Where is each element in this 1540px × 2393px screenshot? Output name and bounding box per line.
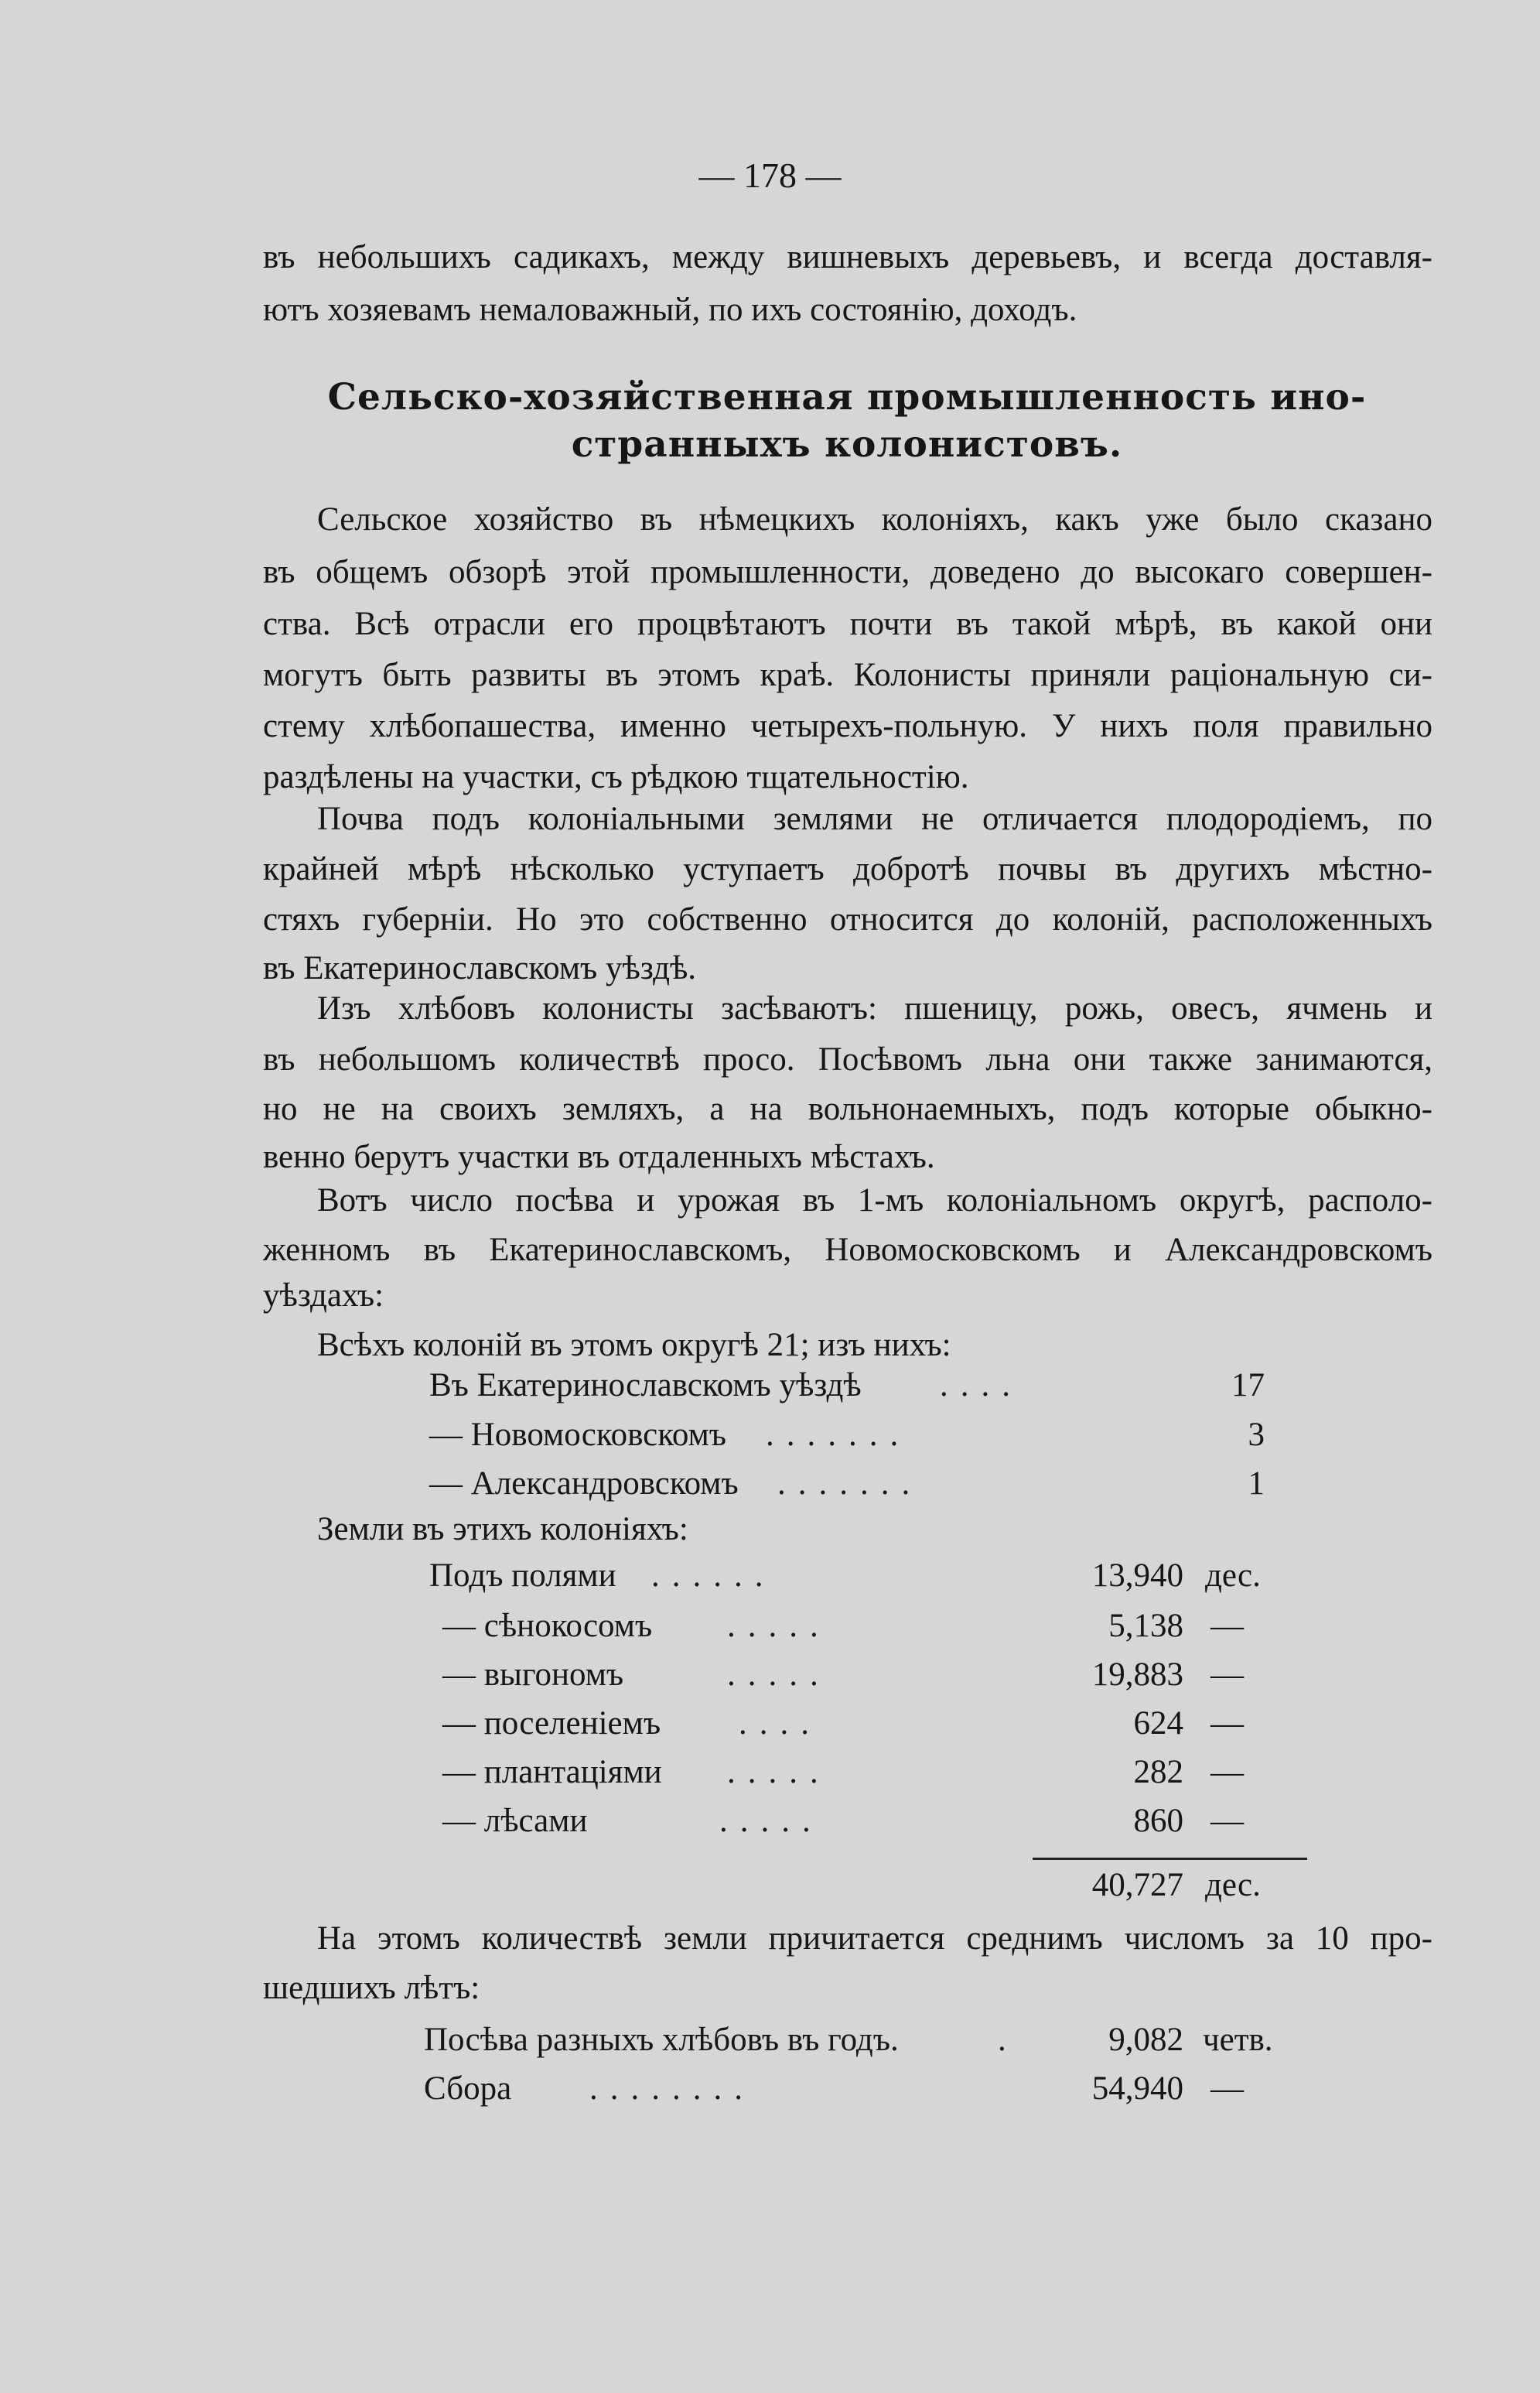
colony-row-label: — Александровскомъ (429, 1465, 739, 1502)
land-row-label: — поселеніемъ (442, 1705, 661, 1742)
land-unit: дес. (1205, 1557, 1261, 1594)
paragraph-line: стяхъ губерніи. Но это собственно относится до колоній, расположенныхъ (263, 901, 1432, 938)
paragraph-line: въ общемъ обзорѣ этой промышленности, доведено до высокаго совершен- (263, 554, 1432, 590)
paragraph-line: венно берутъ участки въ отдаленныхъ мѣстахъ. (263, 1139, 935, 1175)
land-row-label: — выгономъ (442, 1656, 624, 1693)
harvest-unit: четв. (1203, 2022, 1273, 2058)
paragraph-line: ства. Всѣ отрасли его процвѣтаютъ почти въ такой мѣрѣ, въ какой они (263, 606, 1432, 642)
harvest-row-label: Посѣва разныхъ хлѣбовъ въ годъ. (424, 2022, 899, 2058)
leader-dots: ...... (651, 1557, 776, 1594)
land-unit: — (1210, 1705, 1244, 1742)
paragraph-line: Сельское хозяйство въ нѣмецкихъ колоніяхъ, какъ уже было сказано (317, 501, 1432, 538)
leader-dots: ....... (777, 1465, 923, 1502)
leader-dots: ..... (727, 1754, 831, 1790)
leader-dots: ..... (727, 1608, 831, 1644)
colonies-intro: Всѣхъ колоній въ этомъ округѣ 21; изъ нихъ: (317, 1327, 951, 1363)
leader-dots: ..... (719, 1803, 823, 1839)
paragraph-line: но не на своихъ земляхъ, а на вольнонаемныхъ, подъ которые обыкно- (263, 1091, 1432, 1127)
leader-dots: .... (739, 1705, 821, 1742)
colony-count: 17 (1231, 1367, 1265, 1403)
land-row-label: — сѣнокосомъ (442, 1608, 653, 1644)
paragraph-line: уѣздахъ: (263, 1277, 384, 1314)
land-unit: — (1210, 1608, 1244, 1644)
leader-dots: .... (940, 1367, 1023, 1403)
land-value: 13,940 (1091, 1557, 1183, 1594)
colony-row-label: Въ Екатеринославскомъ уѣздѣ (429, 1367, 862, 1403)
land-value: 624 (1133, 1705, 1183, 1742)
paragraph-line: шедшихъ лѣтъ: (263, 1970, 480, 2006)
land-total-unit: дес. (1205, 1867, 1261, 1903)
paragraph-line: раздѣлены на участки, съ рѣдкою тщательностію. (263, 759, 969, 795)
leader-dots: . (998, 2022, 1019, 2058)
land-row-label: — плантаціями (442, 1754, 662, 1790)
paragraph-line: въ Екатеринославскомъ уѣздѣ. (263, 950, 697, 986)
land-total-value: 40,727 (1091, 1867, 1183, 1903)
lands-intro: Земли въ этихъ колоніяхъ: (317, 1511, 688, 1547)
section-heading: странныхъ колонистовъ. (571, 423, 1123, 466)
land-row-label: — лѣсами (442, 1803, 588, 1839)
land-value: 860 (1133, 1803, 1183, 1839)
land-value: 5,138 (1108, 1608, 1183, 1644)
paragraph-line: женномъ въ Екатеринославскомъ, Новомосковскомъ и Александровскомъ (263, 1232, 1432, 1268)
paragraph-line: стему хлѣбопашества, именно четырехъ-польную. У нихъ поля правильно (263, 708, 1432, 744)
page-number: — 178 — (698, 156, 842, 195)
colony-count: 1 (1248, 1465, 1265, 1502)
paragraph-line: Вотъ число посѣва и урожая въ 1-мъ колоніальномъ округѣ, располо- (317, 1182, 1432, 1219)
land-value: 282 (1133, 1754, 1183, 1790)
land-unit: — (1210, 1656, 1244, 1693)
leader-dots: ........ (589, 2070, 755, 2107)
paragraph-line: Почва подъ колоніальными землями не отличается плодородіемъ, по (317, 801, 1432, 837)
paragraph-line: крайней мѣрѣ нѣсколько уступаетъ добротѣ почвы въ другихъ мѣстно- (263, 851, 1432, 887)
paragraph-line: могутъ быть развиты въ этомъ краѣ. Колонисты приняли раціональную си- (263, 657, 1432, 693)
text-line: въ небольшихъ садикахъ, между вишневыхъ деревьевъ, и всегда доставля- (263, 239, 1432, 275)
land-unit: — (1210, 1803, 1244, 1839)
paragraph-line: въ небольшомъ количествѣ просо. Посѣвомъ льна они также занимаются, (263, 1041, 1432, 1078)
harvest-value: 9,082 (1108, 2022, 1183, 2058)
land-value: 19,883 (1091, 1656, 1183, 1693)
harvest-value: 54,940 (1091, 2070, 1183, 2107)
total-rule (1033, 1858, 1307, 1860)
paragraph-line: На этомъ количествѣ земли причитается среднимъ числомъ за 10 про- (317, 1920, 1432, 1957)
colony-row-label: — Новомосковскомъ (429, 1417, 727, 1453)
text-line: ютъ хозяевамъ немаловажный, по ихъ состоянію, доходъ. (263, 292, 1077, 328)
land-row-label: Подъ полями (429, 1557, 616, 1594)
section-heading: Сельско-хозяйственная промышленность ино- (327, 376, 1367, 419)
colony-count: 3 (1248, 1417, 1265, 1453)
harvest-unit: — (1210, 2070, 1244, 2107)
harvest-row-label: Сбора (424, 2070, 512, 2107)
leader-dots: ..... (727, 1656, 831, 1693)
land-unit: — (1210, 1754, 1244, 1790)
paragraph-line: Изъ хлѣбовъ колонисты засѣваютъ: пшеницу, рожь, овесъ, ячмень и (317, 990, 1432, 1027)
leader-dots: ....... (766, 1417, 911, 1453)
